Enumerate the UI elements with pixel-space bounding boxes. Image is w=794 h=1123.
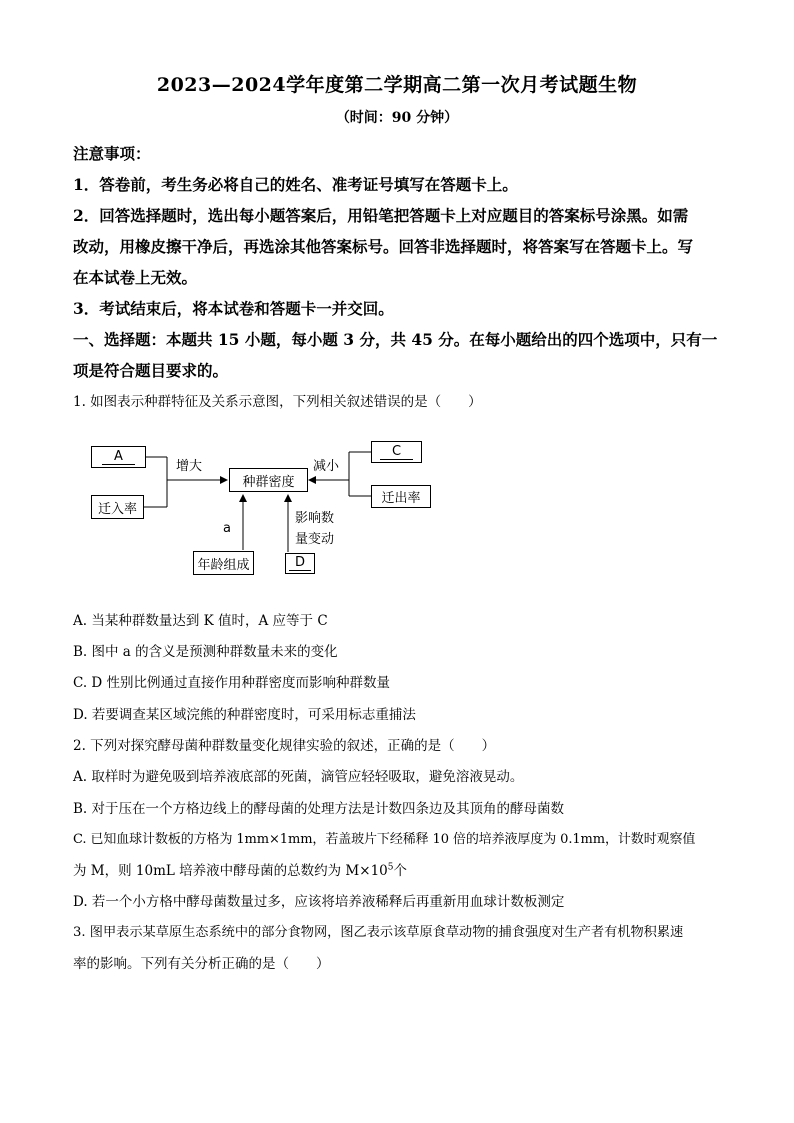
section-heading-line-1: 一、选择题：本题共 15 小题，每小题 3 分，共 45 分。在每小题给出的四个选项中，只有一	[73, 330, 718, 349]
notice-item-2-line-3: 在本试卷上无效。	[73, 268, 198, 287]
box-d	[285, 553, 315, 574]
question-1-stem: 1. 如图表示种群特征及关系示意图，下列相关叙述错误的是（ ）	[73, 394, 482, 410]
option-c-unit: 个	[393, 863, 407, 879]
option-c-exponent: 5	[387, 862, 394, 873]
question-1-option-d: D. 若要调查某区域浣熊的种群密度时，可采用标志重捕法	[73, 707, 416, 723]
question-2-option-a: A. 取样时为避免吸到培养液底部的死菌，滴管应轻轻吸取，避免溶液晃动。	[73, 769, 524, 785]
box-age-structure: 年龄组成	[193, 551, 254, 575]
question-1-option-c: C. D 性别比例通过直接作用种群密度而影响种群数量	[73, 675, 391, 691]
question-3-stem-line-2: 率的影响。下列有关分析正确的是（ ）	[73, 956, 330, 972]
option-c-text: 为 M，则 10mL 培养液中酵母菌的总数约为 M×10	[73, 863, 388, 879]
label-decrease: 减小	[313, 459, 340, 474]
box-population-density: 种群密度	[229, 468, 308, 492]
label-increase: 增大	[176, 459, 203, 474]
question-3-stem-line-1: 3. 图甲表示某草原生态系统中的部分食物网，图乙表示该草原食草动物的捕食强度对生产者有机物积累速	[73, 925, 684, 940]
box-d-label: D	[289, 556, 311, 571]
exam-duration: （时间：90 分钟）	[335, 110, 459, 126]
question-2-option-d: D. 若一个小方格中酵母菌数量过多，应该将培养液稀释后再重新用血球计数板测定	[73, 894, 565, 910]
exam-title: 2023—2024学年度第二学期高二第一次月考试题生物	[156, 74, 638, 96]
notice-item-1: 1．答卷前，考生务必将自己的姓名、准考证号填写在答题卡上。	[73, 175, 518, 194]
box-a-label: A	[102, 450, 135, 465]
box-emigration-rate: 迁出率	[371, 485, 431, 508]
notice-item-2-line-1: 2．回答选择题时，选出每小题答案后，用铅笔把答题卡上对应题目的答案标号涂黑。如需	[73, 206, 689, 225]
section-heading-line-2: 项是符合题目要求的。	[73, 361, 229, 380]
notice-heading: 注意事项：	[73, 144, 151, 163]
label-affect-line-2: 量变动	[295, 532, 335, 547]
box-immigration-rate: 迁入率	[91, 495, 144, 519]
label-affect-line-1: 影响数	[295, 511, 335, 526]
box-a	[91, 446, 146, 468]
question-2-option-b: B. 对于压在一个方格边线上的酵母菌的处理方法是计数四条边及其顶角的酵母菌数	[73, 801, 565, 817]
question-2-stem: 2. 下列对探究酵母菌种群数量变化规律实验的叙述，正确的是（ ）	[73, 738, 496, 754]
notice-item-2-line-2: 改动，用橡皮擦干净后，再选涂其他答案标号。回答非选择题时，将答案写在答题卡上。写	[73, 237, 694, 256]
question-2-option-c-line-1: C. 已知血球计数板的方格为 1mm×1mm，若盖玻片下经稀释 10 倍的培养液厚度为 0.1mm，计数时观察值	[73, 832, 696, 847]
question-2-option-c-line-2	[73, 859, 407, 879]
notice-item-3: 3．考试结束后，将本试卷和答题卡一并交回。	[73, 299, 394, 318]
label-a: a	[223, 521, 231, 536]
question-1-option-a: A. 当某种群数量达到 K 值时，A 应等于 C	[73, 613, 328, 629]
question-1-option-b: B. 图中 a 的含义是预测种群数量未来的变化	[73, 644, 338, 660]
box-c	[371, 441, 422, 463]
box-c-label: C	[380, 445, 413, 460]
